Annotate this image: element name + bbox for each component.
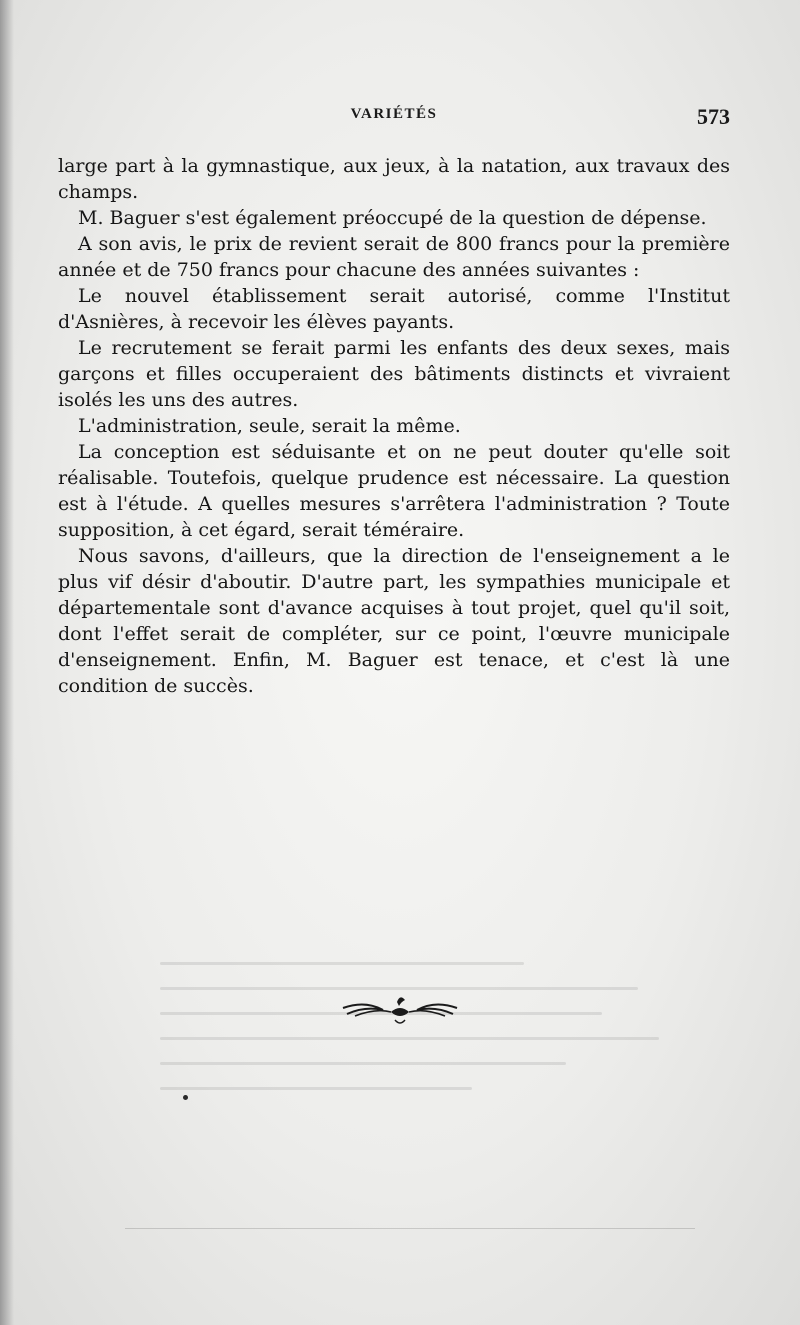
paragraph-3: A son avis, le prix de revient serait de 800 francs pour la première année et de 750 francs pour chacune des années suivantes : — [58, 233, 730, 281]
paragraph-8: Nous savons, d'ailleurs, que la direction de l'enseignement a le plus vif désir d'aboutir. D'autre part, les sympathies municipale et départementale sont d'avance acquises à tout projet, quel qu'il soit, dont l'effet serait de compléter, sur ce point, l'œuvre municipale d'enseignement. Enfin, M. Baguer est tenace, et c'est là une condition de succès. — [58, 545, 730, 697]
running-title: VARIÉTÉS — [350, 106, 438, 122]
show-through-rule — [125, 1228, 695, 1229]
paragraph-7: La conception est séduisante et on ne peut douter qu'elle soit réalisable. Toutefois, quelque prudence est nécessaire. La question est à l'étude. A quelles mesures s'arrêtera l'administration ? Toute supposition, à cet égard, serait téméraire. — [58, 441, 730, 541]
page-gutter-shadow — [0, 0, 14, 1325]
paragraph-4: Le nouvel établissement serait autorisé, comme l'Institut d'Asnières, à recevoir les élèves payants. — [58, 285, 730, 333]
fleuron-ornament-icon — [335, 990, 465, 1030]
paragraph-2: M. Baguer s'est également préoccupé de la question de dépense. — [78, 207, 707, 229]
paragraph-5: Le recrutement se ferait parmi les enfants des deux sexes, mais garçons et filles occuperaient des bâtiments distincts et vivraient isolés les uns des autres. — [58, 337, 730, 411]
show-through-text — [160, 940, 680, 1160]
page-header — [58, 104, 730, 134]
print-speck — [183, 1095, 188, 1100]
body-text — [58, 153, 730, 699]
paragraph-6: L'administration, seule, serait la même. — [78, 415, 461, 437]
page-number: 573 — [697, 104, 730, 129]
paragraph-1: large part à la gymnastique, aux jeux, à la natation, aux travaux des champs. — [58, 155, 730, 203]
